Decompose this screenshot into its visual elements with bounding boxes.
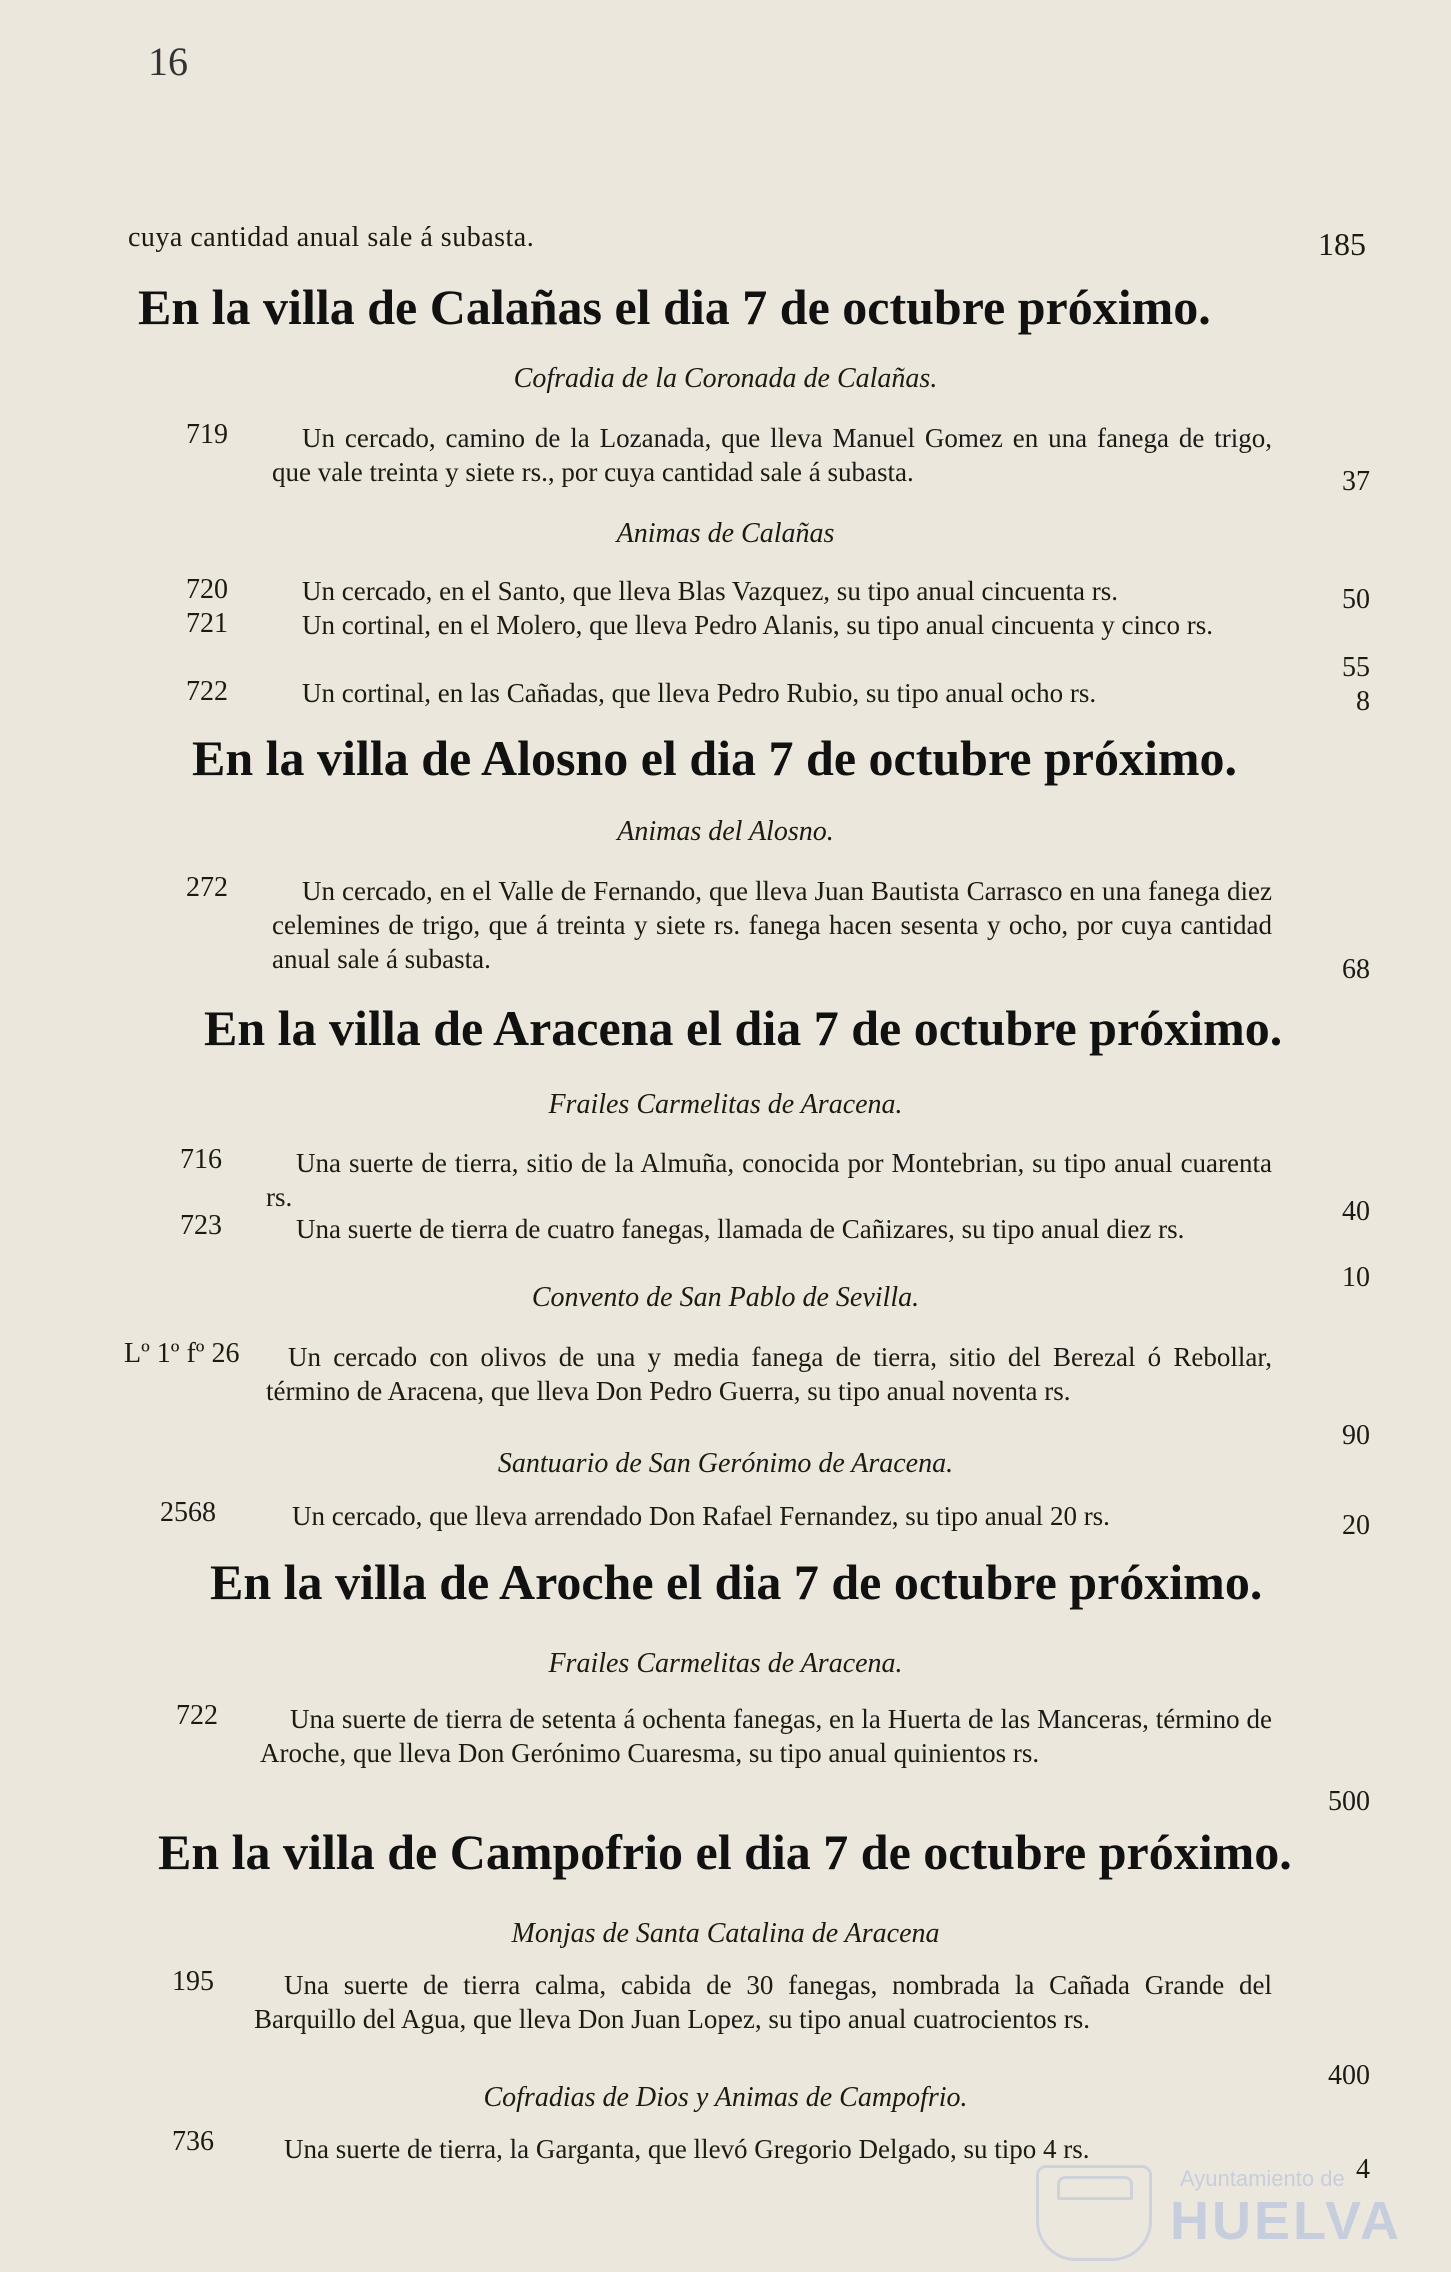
entry-text: Un cercado, que lleva arrendado Don Rafael Fernandez, su tipo anual 20 rs. — [292, 1501, 1110, 1531]
watermark-text: HUELVA — [1170, 2191, 1402, 2251]
watermark-caption: Ayuntamiento de — [1180, 2166, 1345, 2191]
entry-text: Un cortinal, en las Cañadas, que lleva Pedro Rubio, su tipo anual ocho rs. — [302, 678, 1097, 708]
entry-amount: 68 — [1342, 954, 1370, 985]
entry-text: Una suerte de tierra calma, cabida de 30 fanegas, nombrada la Cañada Grande del Barquillo del Agua, que lleva Don Juan Lopez, su tipo anual cuatrocientos rs. — [254, 1970, 1272, 2034]
entry-number: 719 — [186, 419, 228, 450]
group-title: Frailes Carmelitas de Aracena. — [548, 1648, 903, 1679]
group-title: Cofradia de la Coronada de Calañas. — [513, 363, 938, 394]
entry-number: 720 — [186, 574, 228, 605]
entry-amount: 400 — [1328, 2060, 1370, 2091]
entry-number: 195 — [172, 1966, 214, 1997]
group-title: Cofradias de Dios y Animas de Campofrio. — [483, 2082, 968, 2113]
entry-amount: 50 — [1342, 584, 1370, 615]
group-title: Convento de San Pablo de Sevilla. — [531, 1282, 920, 1313]
entry-number: 736 — [172, 2126, 214, 2157]
entry-amount: 10 — [1342, 1262, 1370, 1293]
section-heading: En la villa de Campofrio el dia 7 de octubre próximo. — [158, 1824, 1292, 1880]
entry-number: 722 — [176, 1700, 218, 1731]
section-heading: En la villa de Aracena el dia 7 de octubre próximo. — [204, 1000, 1283, 1056]
entry-text: Una suerte de tierra, la Garganta, que llevó Gregorio Delgado, su tipo 4 rs. — [284, 2134, 1090, 2164]
entry-text: Una suerte de tierra de setenta á ochenta fanegas, en la Huerta de las Manceras, término de Aroche, que lleva Don Gerónimo Cuaresma, su tipo anual quinientos rs. — [260, 1704, 1272, 1768]
corner-mark: 16 — [148, 39, 188, 84]
entry-text: Un cercado, en el Santo, que lleva Blas Vazquez, su tipo anual cincuenta rs. — [302, 576, 1118, 606]
section-heading: En la villa de Calañas el dia 7 de octubre próximo. — [138, 279, 1211, 335]
entry-text: Una suerte de tierra de cuatro fanegas, llamada de Cañizares, su tipo anual diez rs. — [296, 1214, 1185, 1244]
entry-amount: 500 — [1328, 1786, 1370, 1817]
entry-amount: 90 — [1342, 1420, 1370, 1451]
group-title: Animas del Alosno. — [617, 816, 834, 847]
section-heading: En la villa de Alosno el dia 7 de octubre próximo. — [192, 730, 1237, 786]
entry-text: Un cercado con olivos de una y media fanega de tierra, sitio del Berezal ó Rebollar, término de Aracena, que lleva Don Pedro Guerra, su tipo anual noventa rs. — [266, 1342, 1272, 1406]
entry-number: 723 — [180, 1210, 222, 1241]
entry-amount: 37 — [1342, 466, 1370, 497]
entry-amount: 8 — [1356, 686, 1370, 717]
entry-amount: 40 — [1342, 1196, 1370, 1227]
section-heading: En la villa de Aroche el dia 7 de octubre próximo. — [210, 1554, 1263, 1610]
entry-number: 2568 — [160, 1497, 216, 1528]
page-number: 185 — [1318, 226, 1366, 262]
entry-amount: 20 — [1342, 1510, 1370, 1541]
entry-text: Un cercado, camino de la Lozanada, que lleva Manuel Gomez en una fanega de trigo, que vale treinta y siete rs., por cuya cantidad sale á subasta. — [272, 423, 1272, 487]
entry-amount: 55 — [1342, 652, 1370, 683]
entry-number: 722 — [186, 676, 228, 707]
entry-text: Una suerte de tierra, sitio de la Almuña, conocida por Montebrian, su tipo anual cuarenta rs. — [266, 1148, 1272, 1212]
coat-of-arms-watermark — [1036, 2165, 1152, 2261]
entry-amount: 4 — [1356, 2154, 1370, 2185]
entry-number: 721 — [186, 608, 228, 639]
group-title: Animas de Calañas — [616, 518, 835, 549]
entry-number: Lº 1º fº 26 — [124, 1338, 240, 1369]
group-title: Frailes Carmelitas de Aracena. — [548, 1089, 903, 1120]
group-title: Monjas de Santa Catalina de Aracena — [511, 1918, 940, 1949]
running-head: cuya cantidad anual sale á subasta. — [128, 222, 535, 253]
group-title: Santuario de San Gerónimo de Aracena. — [497, 1448, 954, 1479]
entry-number: 272 — [186, 872, 228, 903]
entry-text: Un cortinal, en el Molero, que lleva Pedro Alanis, su tipo anual cincuenta y cinco rs. — [302, 610, 1213, 640]
entry-text: Un cercado, en el Valle de Fernando, que lleva Juan Bautista Carrasco en una fanega diez celemines de trigo, que á treinta y siete rs. fanega hacen sesenta y ocho, por cuya cantidad anual sale á subasta. — [272, 876, 1272, 974]
entry-number: 716 — [180, 1144, 222, 1175]
